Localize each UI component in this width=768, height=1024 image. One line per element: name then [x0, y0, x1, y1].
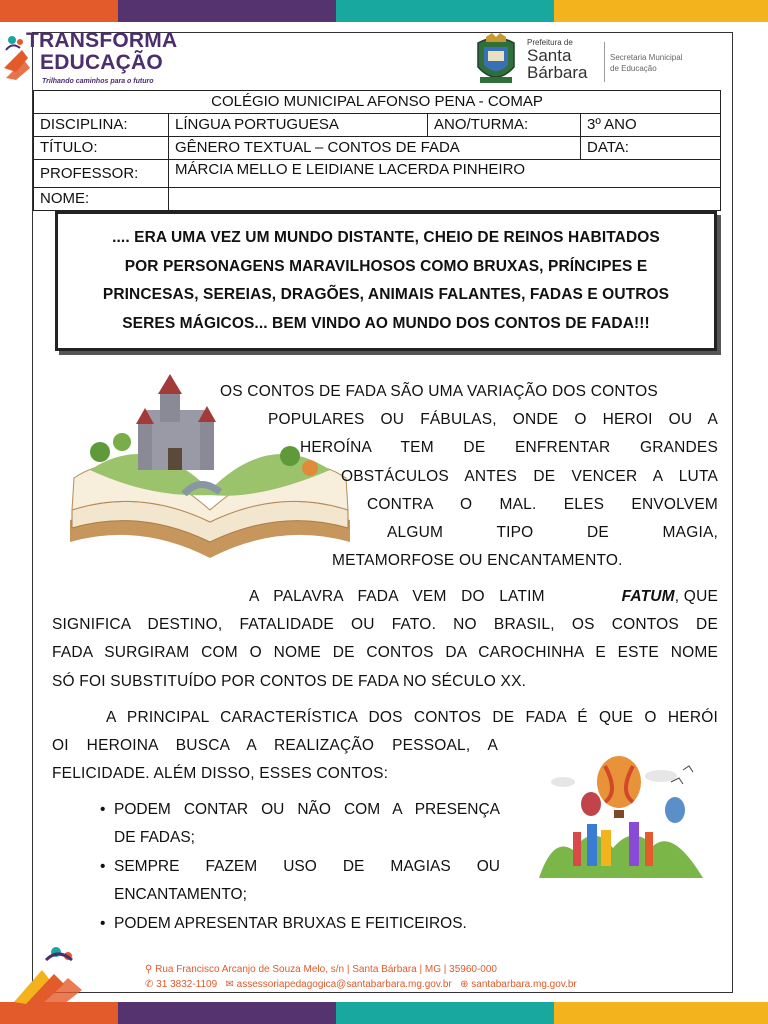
- list-item: [100, 910, 500, 938]
- bullet-glyph: •: [100, 857, 106, 875]
- phone-icon: ✆: [145, 979, 157, 990]
- titulo-value: GÊNERO TEXTUAL – CONTOS DE FADA: [169, 137, 581, 160]
- para2-line: FADA SURGIRAM COM O NOME DE CONTOS DA CAROCHINHA E ESTE NOME: [52, 644, 718, 661]
- para2-line: SIGNIFICA DESTINO, FATALIDADE OU FATO. NO BRASIL, OS CONTOS DE: [52, 616, 718, 633]
- para2-line: SÓ FOI SUBSTITUÍDO POR CONTOS DE FADA NO SÉCULO XX.: [52, 673, 527, 690]
- intro-line: PRINCESAS, SEREIAS, DRAGÕES, ANIMAIS FALANTES, FADAS E OUTROS: [102, 286, 670, 303]
- nome-field[interactable]: [169, 188, 721, 211]
- ano-label: ANO/TURMA:: [428, 114, 581, 137]
- footer-email[interactable]: assessoriapedagogica@santabarbara.mg.gov.br: [236, 979, 452, 990]
- para3-line: FELICIDADE. ALÉM DISSO, ESSES CONTOS:: [52, 765, 389, 782]
- list-item-text: DE FADAS;: [114, 829, 195, 847]
- list-item: [100, 853, 500, 910]
- footer-phone: 31 3832-1109: [156, 979, 218, 990]
- location-pin-icon: ⚲: [145, 964, 156, 975]
- footer-contact-line: [145, 977, 577, 992]
- logo-title: TRANSFORMA EDUCAÇÃO: [26, 29, 178, 74]
- para1-line: ALGUM TIPO DE MAGIA,: [387, 524, 718, 541]
- para1-line: HEROÍNA TEM DE ENFRENTAR GRANDES: [300, 439, 718, 456]
- para1-line: OBSTÁCULOS ANTES DE VENCER A LUTA: [341, 468, 718, 485]
- header-divider: [604, 42, 605, 82]
- professor-value: MÁRCIA MELLO E LEIDIANE LACERDA PINHEIRO: [169, 160, 721, 188]
- top-color-stripe: [0, 0, 768, 22]
- para2-line1: [249, 583, 718, 611]
- disciplina-label: DISCIPLINA:: [34, 114, 169, 137]
- titulo-label: TÍTULO:: [34, 137, 169, 160]
- intro-line: .... ERA UMA VEZ UM MUNDO DISTANTE, CHEIO DE REINOS HABITADOS: [112, 229, 660, 246]
- hot-air-balloons-illustration: [533, 752, 709, 878]
- data-label: DATA:: [581, 137, 721, 160]
- para1-line: CONTRA O MAL. ELES ENVOLVEM: [367, 496, 718, 513]
- logo-tagline: Trilhando caminhos para o futuro: [42, 78, 154, 85]
- transforma-educacao-mark-icon: [12, 940, 102, 1006]
- footer-address: ⚲ Rua Francisco Arcanjo de Souza Melo, s/n | Santa Bárbara | MG | 35960-000: [145, 964, 497, 975]
- list-item-text: PODEM CONTAR OU NÃO COM A PRESENÇA: [114, 801, 500, 818]
- para2-text: A PALAVRA FADA VEM DO LATIM: [249, 588, 545, 605]
- nome-label: NOME:: [34, 188, 169, 211]
- para1-line: OS CONTOS DE FADA SÃO UMA VARIAÇÃO DOS CONTOS: [220, 383, 658, 400]
- list-item-text: PODEM APRESENTAR BRUXAS E FEITICEIROS.: [114, 914, 467, 932]
- footer-site[interactable]: santabarbara.mg.gov.br: [471, 979, 577, 990]
- bullet-glyph: •: [100, 801, 106, 818]
- footer-contacts: [145, 962, 577, 992]
- bullet-glyph: •: [100, 914, 106, 932]
- professor-label: PROFESSOR:: [34, 160, 169, 188]
- ano-value: 3º ANO: [581, 114, 721, 137]
- list-item: [100, 796, 500, 853]
- para3-line: OI HEROINA BUSCA A REALIZAÇÃO PESSOAL, A: [52, 737, 498, 754]
- intro-line: POR PERSONAGENS MARAVILHOSOS COMO BRUXAS, PRÍNCIPES E: [124, 257, 648, 275]
- list-item-text: ENCANTAMENTO;: [114, 886, 247, 904]
- prefeitura-logo: Prefeitura de Santa Bárbara: [527, 38, 588, 82]
- para3-line: A PRINCIPAL CARACTERÍSTICA DOS CONTOS DE FADA É QUE O HERÓI: [106, 709, 718, 726]
- secretaria-label: Secretaria Municipal de Educação: [610, 53, 683, 73]
- intro-box: [55, 211, 717, 351]
- para1-line: METAMORFOSE OU ENCANTAMENTO.: [332, 552, 623, 569]
- school-name: COLÉGIO MUNICIPAL AFONSO PENA - COMAP: [34, 91, 721, 114]
- bottom-color-stripe: [0, 1002, 768, 1024]
- municipal-crest-icon: [470, 33, 522, 89]
- info-table: [33, 90, 721, 211]
- para1-line: POPULARES OU FÁBULAS, ONDE O HEROI OU A: [268, 411, 718, 428]
- globe-icon: ⊕: [460, 979, 472, 990]
- fatum-word: FATUM: [621, 588, 675, 605]
- email-icon: ✉: [225, 979, 237, 990]
- features-list: [100, 796, 500, 938]
- para2-text: , QUE: [674, 588, 718, 605]
- list-item-text: SEMPRE FAZEM USO DE MAGIAS OU: [114, 857, 500, 875]
- disciplina-value: LÍNGUA PORTUGUESA: [169, 114, 428, 137]
- intro-line: SERES MÁGICOS... BEM VINDO AO MUNDO DOS CONTOS DE FADA!!!: [122, 314, 650, 332]
